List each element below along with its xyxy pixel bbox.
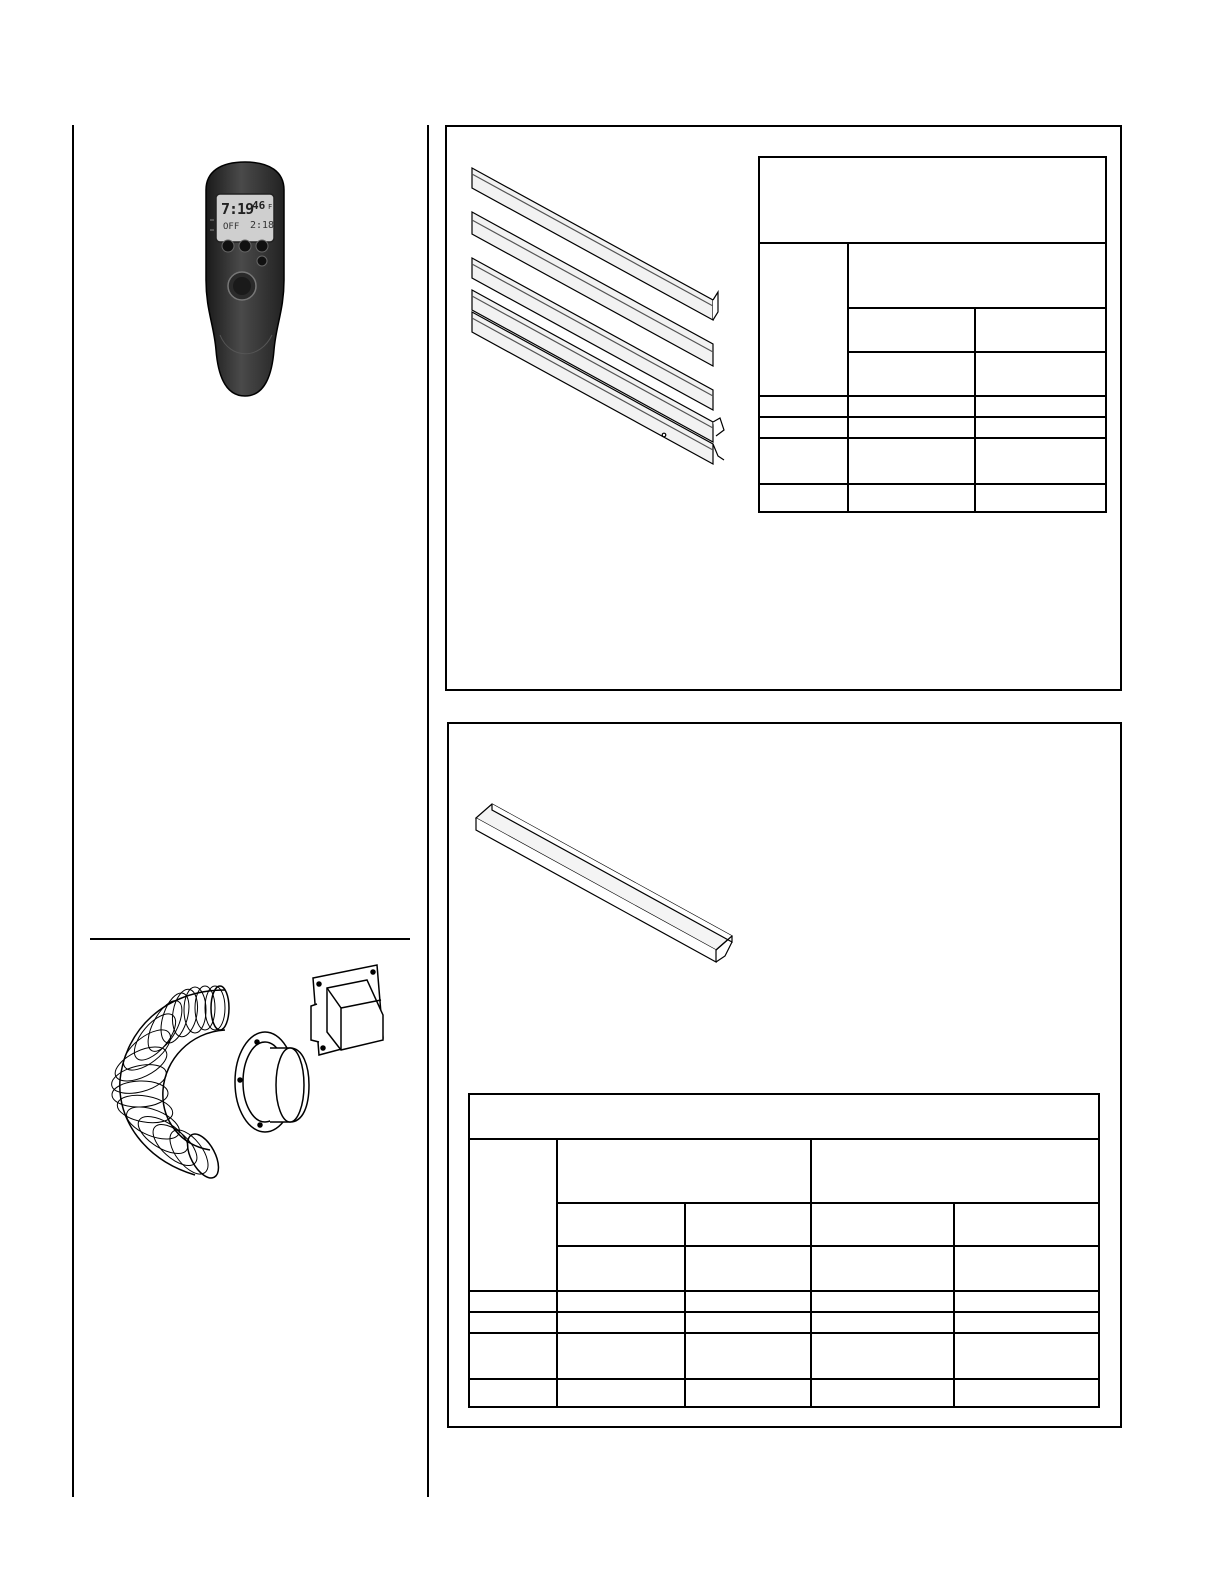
trim-dimensions-table [758,156,1107,513]
table-row [469,1379,1099,1407]
remote-lcd-mode: OFF [223,222,240,232]
remote-lcd-time: 7:19 [221,200,254,218]
table-row [759,438,1106,484]
table-header-cell [848,243,1106,308]
vent-kit-illustration [105,960,405,1190]
table-row [469,1333,1099,1379]
table-header-cell [848,352,975,396]
table-row [469,1291,1099,1312]
bracket-rail-illustration [470,800,735,965]
remote-lcd-clock: 2:18 [250,220,275,231]
center-column-rule [427,125,429,1497]
remote-lcd-temperature: 46 [252,199,266,212]
table-header-cell [469,1139,557,1291]
table-header-cell [759,243,848,396]
table-row [759,484,1106,512]
table-row [759,396,1106,417]
table-header-cell [557,1139,811,1203]
table-header-cell [848,308,975,352]
louver-trim-illustration [468,160,738,480]
table-title-cell [759,157,1106,243]
table-row [469,1312,1099,1333]
remote-lcd-unit: F [268,203,273,211]
table-title-cell [469,1094,1099,1139]
remote-control-illustration [200,160,290,400]
left-section-divider [90,938,410,940]
left-column-rule [72,125,74,1497]
bracket-dimensions-table [468,1093,1100,1408]
table-header-cell [975,352,1106,396]
table-header-cell [811,1139,1099,1203]
table-row [759,417,1106,438]
table-header-cell [975,308,1106,352]
